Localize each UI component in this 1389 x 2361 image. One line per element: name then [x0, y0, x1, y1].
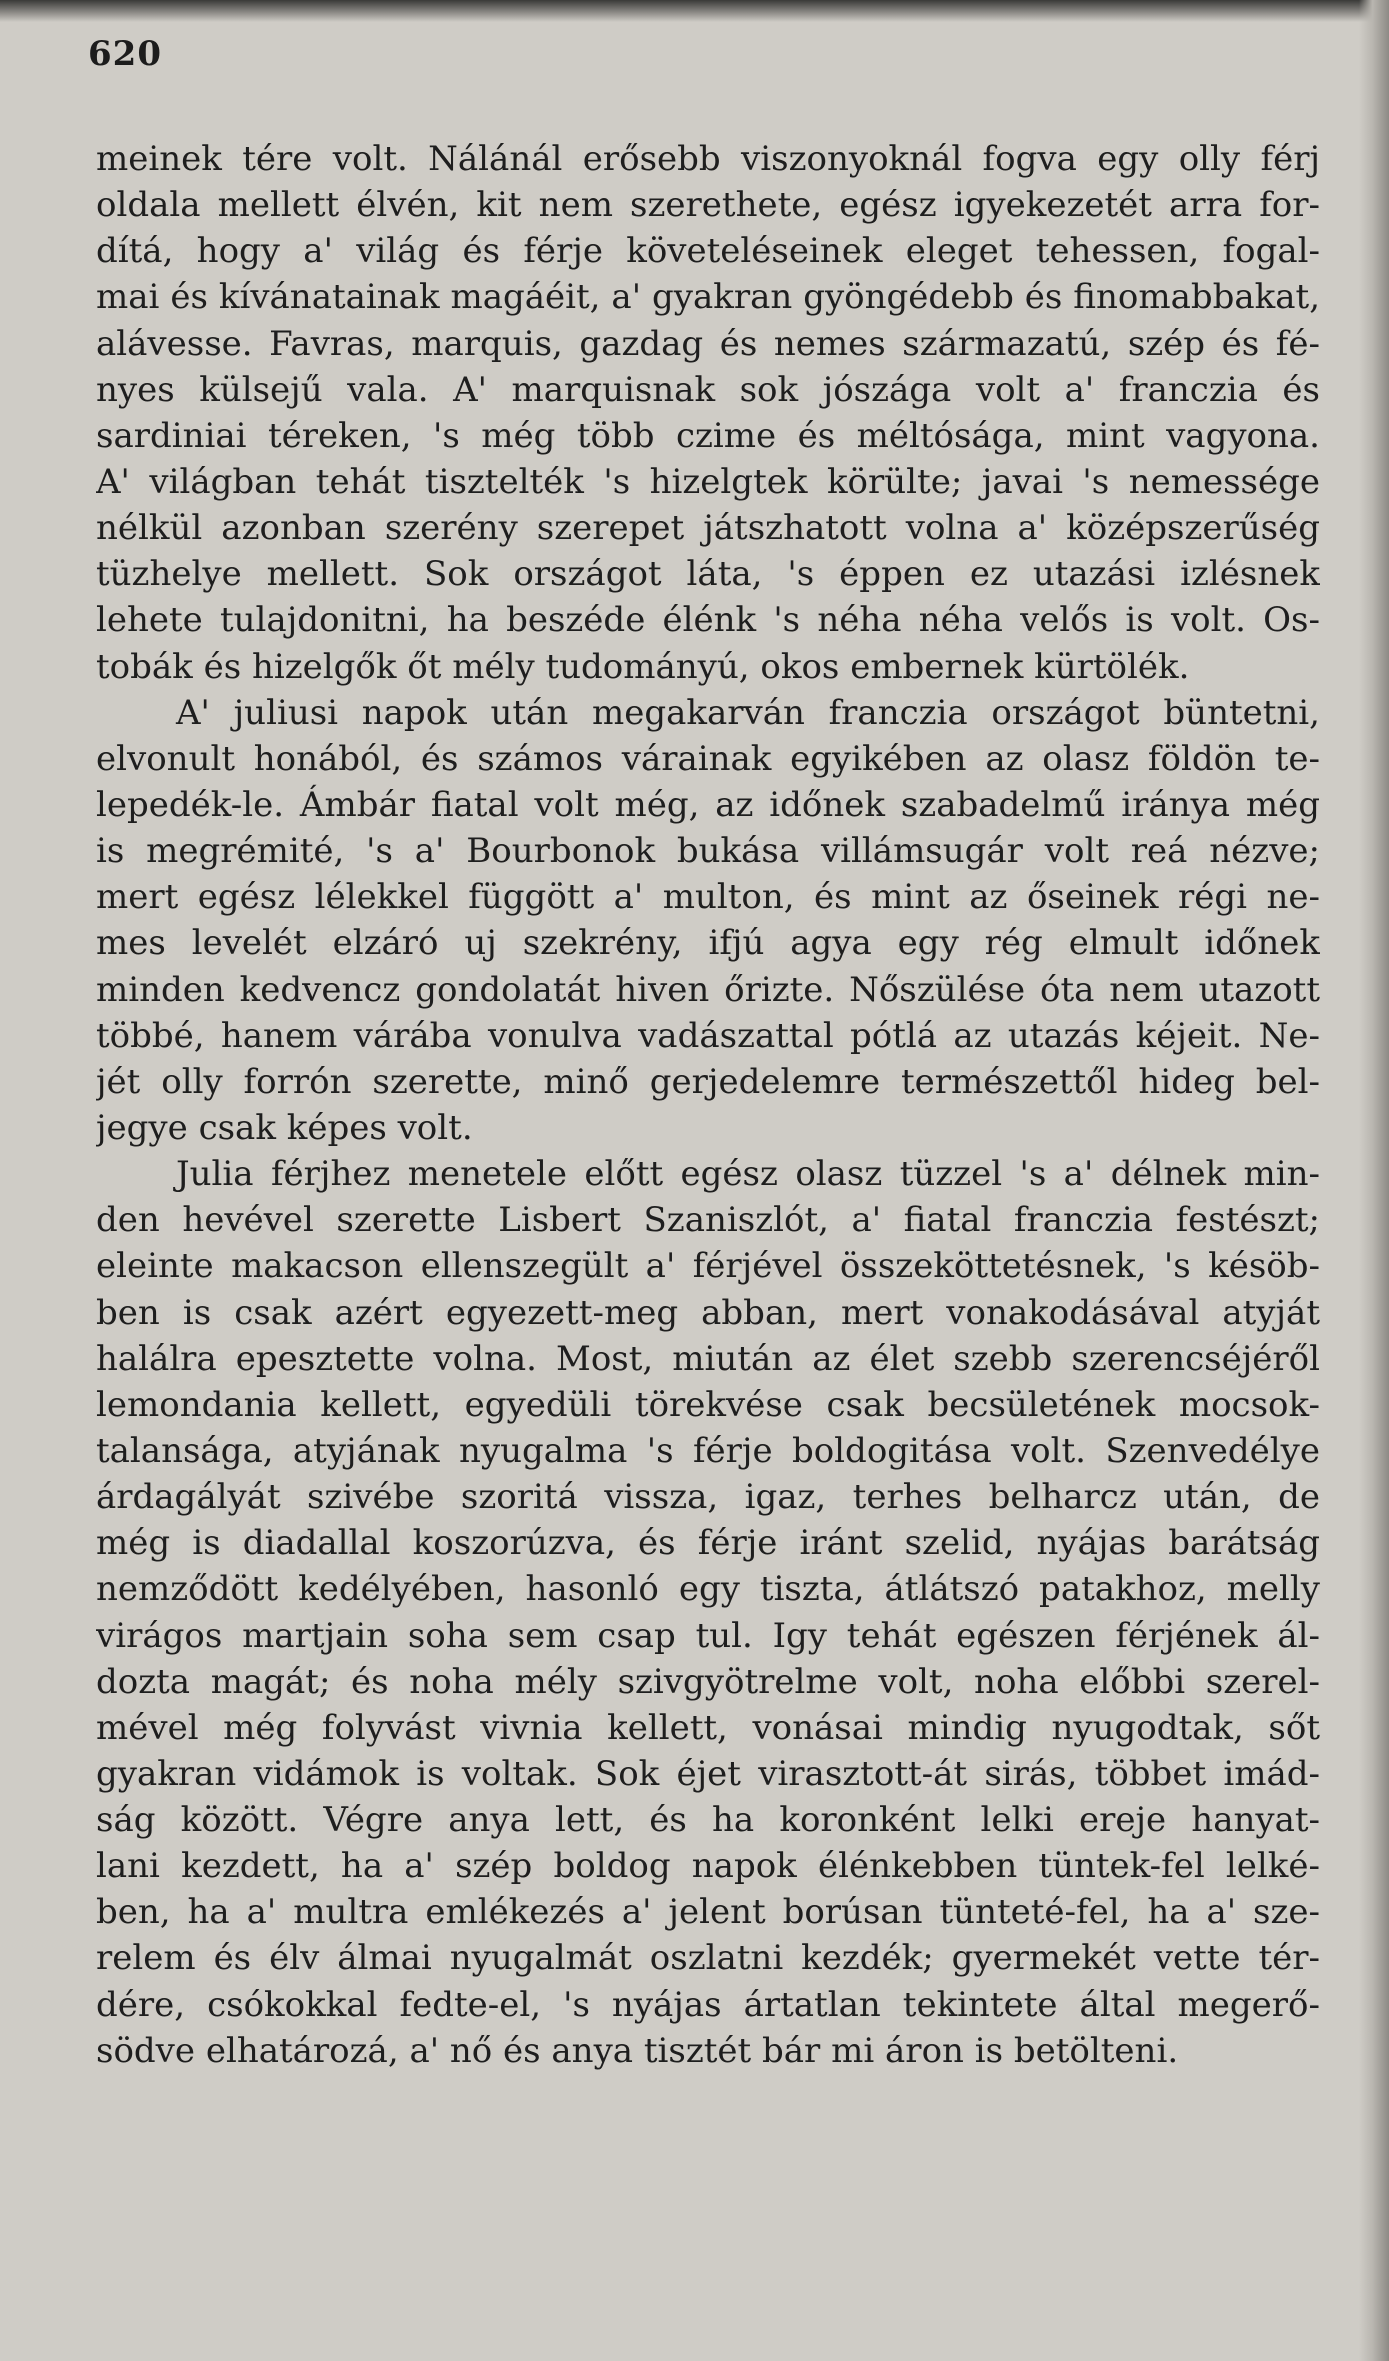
text-line: is megrémité, 's a' Bourbonok bukása villámsugár volt reá nézve; [96, 831, 1320, 872]
text-line: halálra epesztette volna. Most, miután az élet szebb szerencséjéről [96, 1338, 1320, 1379]
text-line: alávesse. Favras, marquis, gazdag és nemes származatú, szép és fé- [96, 323, 1320, 364]
text-line: Julia férjhez menetele előtt egész olasz tüzzel 's a' délnek min- [176, 1154, 1320, 1195]
text-line: eleinte makacson ellenszegült a' férjével összeköttetésnek, 's késöb- [96, 1246, 1320, 1287]
text-line: még is diadallal koszorúzva, és férje iránt szelid, nyájas barátság [96, 1523, 1320, 1564]
text-line: tüzhelye mellett. Sok országot láta, 's éppen ez utazási izlésnek [96, 554, 1320, 595]
text-line: gyakran vidámok is voltak. Sok éjet virasztott-át sirás, többet imád- [96, 1753, 1320, 1794]
text-line: södve elhatározá, a' nő és anya tisztét bár mi áron is betölteni. [96, 2030, 1179, 2071]
text-line: többé, hanem várába vonulva vadászattal pótlá az utazás kéjeit. Ne- [96, 1015, 1320, 1056]
text-line: lepedék-le. Ámbár fiatal volt még, az időnek szabadelmű iránya még [96, 784, 1320, 825]
text-line: minden kedvencz gondolatát hiven őrizte. Nőszülése óta nem utazott [96, 969, 1320, 1010]
text-line: elvonult honából, és számos várainak egyikében az olasz földön te- [96, 738, 1320, 779]
text-line: den hevével szerette Lisbert Szaniszlót, a' fiatal franczia festészt; [96, 1200, 1320, 1241]
text-line: jét olly forrón szerette, minő gerjedelemre természettől hideg bel- [96, 1061, 1320, 1102]
text-line: meinek tére volt. Nálánál erősebb viszonyoknál fogva egy olly férj [96, 139, 1320, 179]
page-number: 620 [88, 34, 162, 74]
text-line: nemződött kedélyében, hasonló egy tiszta, átlátszó patakhoz, melly [96, 1569, 1320, 1610]
text-line: lani kezdett, ha a' szép boldog napok élénkebben tüntek-fel lelké- [96, 1846, 1320, 1887]
text-line: ság között. Végre anya lett, és ha koronként lelki ereje hanyat- [96, 1800, 1320, 1841]
text-line: sardiniai téreken, 's még több czime és méltósága, mint vagyona. [96, 415, 1320, 456]
text-line: nélkül azonban szerény szerepet játszhatott volna a' középszerűség [96, 508, 1320, 549]
text-line: dítá, hogy a' világ és férje követeléseinek eleget tehessen, fogal- [96, 231, 1320, 272]
text-line: mes levelét elzáró uj szekrény, ifjú agya egy rég elmult időnek [96, 923, 1320, 964]
text-line: dére, csókokkal fedte-el, 's nyájas ártatlan tekintete által megerő- [96, 1984, 1320, 2025]
text-line: mai és kívánatainak magáéit, a' gyakran gyöngédebb és finomabbakat, [96, 277, 1320, 318]
text-line: jegye csak képes volt. [96, 1107, 473, 1148]
text-line: tobák és hizelgők őt mély tudományú, okos embernek kürtölék. [96, 646, 1190, 687]
text-line: talansága, atyjának nyugalma 's férje boldogitása volt. Szenvedélye [96, 1430, 1320, 1471]
text-line: árdagályát szivébe szoritá vissza, igaz, terhes belharcz után, de [96, 1477, 1320, 1518]
text-line: mével még folyvást vivnia kellett, vonásai mindig nyugodtak, sőt [96, 1707, 1320, 1748]
text-line: oldala mellett élvén, kit nem szerethete, egész igyekezetét arra for- [96, 185, 1320, 226]
text-line: ben is csak azért egyezett-meg abban, mert vonakodásával atyját [96, 1292, 1320, 1333]
body-text [96, 136, 1320, 2074]
text-line: relem és élv álmai nyugalmát oszlatni kezdék; gyermekét vette tér- [96, 1938, 1320, 1979]
text-line: lemondania kellett, egyedüli törekvése csak becsületének mocsok- [96, 1384, 1320, 1425]
text-line: nyes külsejű vala. A' marquisnak sok jószága volt a' franczia és [96, 369, 1320, 410]
text-line: virágos martjain soha sem csap tul. Igy tehát egészen férjének ál- [96, 1615, 1320, 1656]
page-right-edge [1359, 0, 1389, 2361]
text-line: ben, ha a' multra emlékezés a' jelent borúsan tüntеté-fel, ha a' sze- [96, 1892, 1320, 1933]
text-line: lehete tulajdonitni, ha beszéde élénk 's néha néha velős is volt. Os- [96, 600, 1320, 641]
text-line: mert egész lélekkel függött a' multon, és mint az őseinek régi ne- [96, 877, 1320, 918]
text-line: A' világban tehát tisztelték 's hizelgtek körülte; javai 's nemessége [96, 461, 1320, 502]
text-line: A' juliusi napok után megakarván franczia országot büntetni, [176, 692, 1320, 733]
text-line: dozta magát; és noha mély szivgyötrelme volt, noha előbbi szerel- [96, 1661, 1320, 1702]
